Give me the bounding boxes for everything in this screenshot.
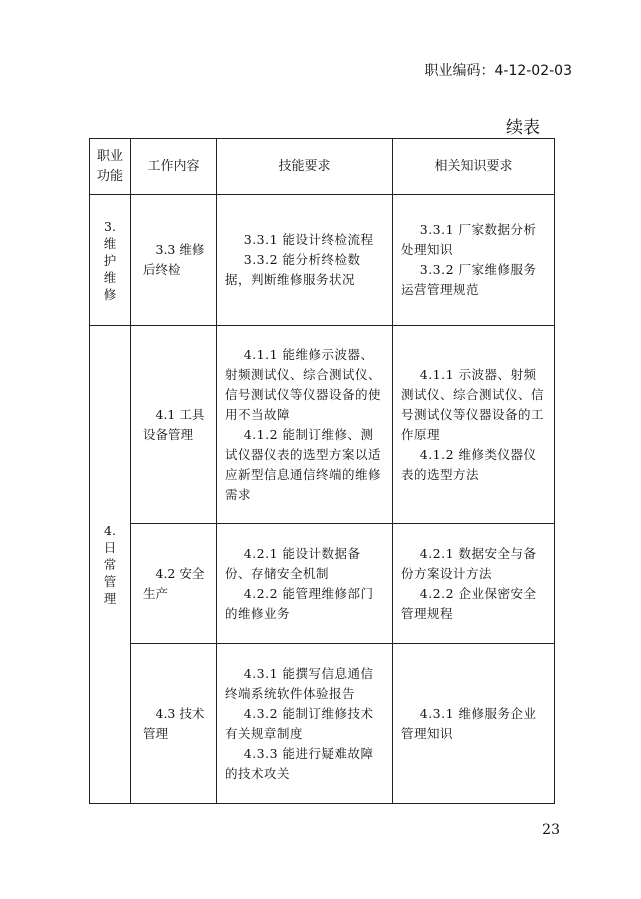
table-row <box>90 326 555 524</box>
table-row <box>90 644 555 804</box>
skills-table <box>89 138 555 804</box>
occupation-code: 职业编码：4-12-02-03 <box>424 63 572 79</box>
function-maintenance: 3. 维 护 维 修 <box>90 195 131 326</box>
knowledge-cell: 4.2.1 数据安全与备份方案设计方法 4.2.2 企业保密安全管理规程 <box>393 524 555 644</box>
work-content: 4.3 技术管理 <box>131 644 217 804</box>
work-content: 3.3 维修后终检 <box>131 195 217 326</box>
table-header-row <box>90 139 555 195</box>
skill-cell: 4.3.1 能撰写信息通信终端系统软件体验报告 4.3.2 能制订维修技术有关规章制度 4.3.3 能进行疑难故障的技术攻关 <box>217 644 393 804</box>
col-header-function: 职业功能 <box>90 139 131 195</box>
knowledge-cell: 3.3.1 厂家数据分析处理知识 3.3.2 厂家维修服务运营管理规范 <box>393 195 555 326</box>
work-content: 4.1 工具设备管理 <box>131 326 217 524</box>
continued-label: 续表 <box>506 118 540 138</box>
knowledge-cell: 4.3.1 维修服务企业管理知识 <box>393 644 555 804</box>
function-daily-management: 4. 日 常 管 理 <box>90 326 131 804</box>
col-header-knowledge: 相关知识要求 <box>393 139 555 195</box>
skill-cell: 4.2.1 能设计数据备份、存储安全机制 4.2.2 能管理维修部门的维修业务 <box>217 524 393 644</box>
skill-cell: 4.1.1 能维修示波器、射频测试仪、综合测试仪、信号测试仪等仪器设备的使用不当故障 4.1.2 能制订维修、测试仪器仪表的选型方案以适应新型信息通信终端的维修需求 <box>217 326 393 524</box>
work-content: 4.2 安全生产 <box>131 524 217 644</box>
table-row <box>90 524 555 644</box>
skill-cell: 3.3.1 能设计终检流程 3.3.2 能分析终检数据，判断维修服务状况 <box>217 195 393 326</box>
knowledge-cell: 4.1.1 示波器、射频测试仪、综合测试仪、信号测试仪等仪器设备的工作原理 4.1.2 维修类仪器仪表的选型方法 <box>393 326 555 524</box>
col-header-content: 工作内容 <box>131 139 217 195</box>
col-header-skills: 技能要求 <box>217 139 393 195</box>
table-row <box>90 195 555 326</box>
page-number: 23 <box>542 822 560 838</box>
